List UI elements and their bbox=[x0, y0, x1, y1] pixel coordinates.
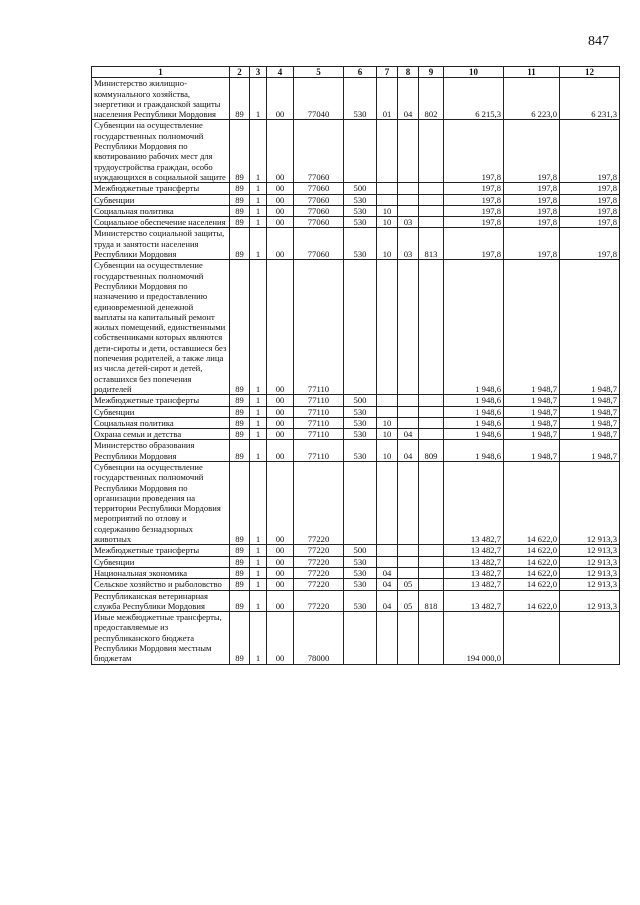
amount-cell: 1 948,7 bbox=[560, 429, 620, 440]
code-cell: 89 bbox=[230, 395, 250, 406]
expense-type-cell: 530 bbox=[344, 217, 377, 228]
target-code-cell: 77110 bbox=[294, 406, 344, 417]
department-cell bbox=[419, 205, 444, 216]
subsection-cell: 05 bbox=[398, 579, 419, 590]
department-cell: 809 bbox=[419, 440, 444, 462]
amount-cell: 14 622,0 bbox=[504, 556, 560, 567]
table-header bbox=[92, 67, 620, 78]
code-cell: 89 bbox=[230, 406, 250, 417]
expense-type-cell bbox=[344, 260, 377, 395]
code-cell: 89 bbox=[230, 183, 250, 194]
expense-type-cell: 530 bbox=[344, 579, 377, 590]
department-cell: 813 bbox=[419, 228, 444, 260]
amount-cell: 1 948,6 bbox=[444, 395, 504, 406]
department-cell bbox=[419, 194, 444, 205]
code-cell: 1 bbox=[250, 194, 267, 205]
code-cell: 00 bbox=[267, 429, 294, 440]
code-cell: 00 bbox=[267, 440, 294, 462]
expense-type-cell: 530 bbox=[344, 440, 377, 462]
code-cell: 1 bbox=[250, 461, 267, 544]
code-cell: 00 bbox=[267, 417, 294, 428]
expense-type-cell: 530 bbox=[344, 78, 377, 120]
amount-cell: 197,8 bbox=[444, 205, 504, 216]
amount-cell: 194 000,0 bbox=[444, 612, 504, 664]
section-cell bbox=[377, 406, 398, 417]
expense-type-cell bbox=[344, 612, 377, 664]
code-cell: 89 bbox=[230, 205, 250, 216]
amount-cell: 197,8 bbox=[444, 120, 504, 183]
expense-type-cell: 530 bbox=[344, 567, 377, 578]
column-header: 5 bbox=[294, 67, 344, 78]
amount-cell: 13 482,7 bbox=[444, 461, 504, 544]
table-row bbox=[92, 120, 620, 183]
code-cell: 00 bbox=[267, 612, 294, 664]
row-name-cell: Национальная экономика bbox=[92, 567, 230, 578]
target-code-cell: 77220 bbox=[294, 461, 344, 544]
table-body bbox=[92, 78, 620, 664]
amount-cell: 197,8 bbox=[504, 194, 560, 205]
section-cell: 10 bbox=[377, 440, 398, 462]
amount-cell: 1 948,7 bbox=[504, 406, 560, 417]
section-cell bbox=[377, 120, 398, 183]
column-header: 7 bbox=[377, 67, 398, 78]
row-name-cell: Министерство социальной защиты, труда и занятости населения Республики Мордовия bbox=[92, 228, 230, 260]
expense-type-cell: 530 bbox=[344, 228, 377, 260]
code-cell: 00 bbox=[267, 78, 294, 120]
code-cell: 89 bbox=[230, 545, 250, 556]
target-code-cell: 77220 bbox=[294, 590, 344, 612]
section-cell: 04 bbox=[377, 590, 398, 612]
section-cell bbox=[377, 395, 398, 406]
department-cell bbox=[419, 406, 444, 417]
row-name-cell: Субвенции bbox=[92, 194, 230, 205]
amount-cell: 197,8 bbox=[560, 205, 620, 216]
code-cell: 89 bbox=[230, 590, 250, 612]
code-cell: 89 bbox=[230, 579, 250, 590]
amount-cell: 1 948,7 bbox=[504, 429, 560, 440]
code-cell: 89 bbox=[230, 260, 250, 395]
subsection-cell bbox=[398, 395, 419, 406]
column-header: 4 bbox=[267, 67, 294, 78]
expense-type-cell bbox=[344, 120, 377, 183]
amount-cell: 12 913,3 bbox=[560, 579, 620, 590]
amount-cell: 197,8 bbox=[560, 217, 620, 228]
department-cell bbox=[419, 260, 444, 395]
row-name-cell: Социальное обеспечение населения bbox=[92, 217, 230, 228]
code-cell: 89 bbox=[230, 567, 250, 578]
column-header: 6 bbox=[344, 67, 377, 78]
amount-cell: 197,8 bbox=[444, 183, 504, 194]
subsection-cell bbox=[398, 205, 419, 216]
code-cell: 00 bbox=[267, 545, 294, 556]
amount-cell: 14 622,0 bbox=[504, 590, 560, 612]
code-cell: 89 bbox=[230, 556, 250, 567]
amount-cell: 197,8 bbox=[504, 217, 560, 228]
code-cell: 1 bbox=[250, 205, 267, 216]
table-row bbox=[92, 217, 620, 228]
section-cell: 10 bbox=[377, 417, 398, 428]
code-cell: 00 bbox=[267, 205, 294, 216]
amount-cell: 6 231,3 bbox=[560, 78, 620, 120]
expense-type-cell: 530 bbox=[344, 429, 377, 440]
section-cell: 10 bbox=[377, 205, 398, 216]
code-cell: 00 bbox=[267, 461, 294, 544]
target-code-cell: 77110 bbox=[294, 260, 344, 395]
column-header: 1 bbox=[92, 67, 230, 78]
target-code-cell: 77060 bbox=[294, 120, 344, 183]
code-cell: 89 bbox=[230, 440, 250, 462]
row-name-cell: Министерство образования Республики Мордовия bbox=[92, 440, 230, 462]
code-cell: 00 bbox=[267, 217, 294, 228]
table-row bbox=[92, 590, 620, 612]
table-row bbox=[92, 461, 620, 544]
code-cell: 00 bbox=[267, 260, 294, 395]
section-cell: 10 bbox=[377, 429, 398, 440]
amount-cell: 13 482,7 bbox=[444, 590, 504, 612]
amount-cell: 1 948,6 bbox=[444, 440, 504, 462]
row-name-cell: Социальная политика bbox=[92, 205, 230, 216]
code-cell: 00 bbox=[267, 228, 294, 260]
subsection-cell: 04 bbox=[398, 429, 419, 440]
subsection-cell: 03 bbox=[398, 228, 419, 260]
budget-table bbox=[91, 66, 620, 665]
subsection-cell bbox=[398, 120, 419, 183]
column-header: 10 bbox=[444, 67, 504, 78]
code-cell: 89 bbox=[230, 120, 250, 183]
table-row bbox=[92, 194, 620, 205]
table-row bbox=[92, 205, 620, 216]
code-cell: 00 bbox=[267, 590, 294, 612]
amount-cell: 1 948,7 bbox=[560, 417, 620, 428]
row-name-cell: Субвенции на осуществление государственных полномочий Республики Мордовия по организации проведения на территории Республики Мордовия мероприятий по отлову и содержанию безнадзорных животных bbox=[92, 461, 230, 544]
amount-cell: 12 913,3 bbox=[560, 590, 620, 612]
subsection-cell bbox=[398, 260, 419, 395]
code-cell: 00 bbox=[267, 395, 294, 406]
row-name-cell: Субвенции на осуществление государственных полномочий Республики Мордовия по назначению и предоставлению единовременной денежной выплаты на капитальный ремонт жилых помещений, единственными собственниками которых являются дети-сироты и дети, оставшиеся без попечения родителей, а также лица из числа детей-сирот и детей, оставшихся без попечения родителей bbox=[92, 260, 230, 395]
amount-cell: 197,8 bbox=[444, 228, 504, 260]
section-cell bbox=[377, 260, 398, 395]
amount-cell: 197,8 bbox=[504, 205, 560, 216]
header-row bbox=[92, 67, 620, 78]
subsection-cell bbox=[398, 461, 419, 544]
column-header: 9 bbox=[419, 67, 444, 78]
table-row bbox=[92, 567, 620, 578]
department-cell bbox=[419, 545, 444, 556]
expense-type-cell: 530 bbox=[344, 194, 377, 205]
table-row bbox=[92, 579, 620, 590]
column-header: 3 bbox=[250, 67, 267, 78]
table-row bbox=[92, 228, 620, 260]
amount-cell: 14 622,0 bbox=[504, 567, 560, 578]
code-cell: 1 bbox=[250, 260, 267, 395]
section-cell bbox=[377, 194, 398, 205]
expense-type-cell: 530 bbox=[344, 556, 377, 567]
code-cell: 89 bbox=[230, 429, 250, 440]
row-name-cell: Республиканская ветеринарная служба Республики Мордовия bbox=[92, 590, 230, 612]
row-name-cell: Межбюджетные трансферты bbox=[92, 183, 230, 194]
amount-cell bbox=[560, 612, 620, 664]
row-name-cell: Субвенции на осуществление государственных полномочий Республики Мордовия по квотированию рабочих мест для трудоустройства граждан, особо нуждающихся в социальной защите bbox=[92, 120, 230, 183]
code-cell: 89 bbox=[230, 217, 250, 228]
code-cell: 1 bbox=[250, 395, 267, 406]
amount-cell: 197,8 bbox=[504, 120, 560, 183]
department-cell bbox=[419, 395, 444, 406]
code-cell: 1 bbox=[250, 612, 267, 664]
target-code-cell: 77110 bbox=[294, 429, 344, 440]
row-name-cell: Социальная политика bbox=[92, 417, 230, 428]
code-cell: 1 bbox=[250, 590, 267, 612]
amount-cell: 1 948,7 bbox=[560, 406, 620, 417]
section-cell bbox=[377, 556, 398, 567]
department-cell bbox=[419, 567, 444, 578]
column-header: 8 bbox=[398, 67, 419, 78]
table-row bbox=[92, 545, 620, 556]
target-code-cell: 77220 bbox=[294, 567, 344, 578]
code-cell: 00 bbox=[267, 194, 294, 205]
target-code-cell: 78000 bbox=[294, 612, 344, 664]
table-row bbox=[92, 260, 620, 395]
row-name-cell: Межбюджетные трансферты bbox=[92, 545, 230, 556]
section-cell: 10 bbox=[377, 228, 398, 260]
subsection-cell bbox=[398, 545, 419, 556]
code-cell: 1 bbox=[250, 556, 267, 567]
expense-type-cell: 530 bbox=[344, 417, 377, 428]
department-cell: 818 bbox=[419, 590, 444, 612]
amount-cell: 197,8 bbox=[560, 183, 620, 194]
row-name-cell: Субвенции bbox=[92, 556, 230, 567]
amount-cell: 1 948,7 bbox=[560, 395, 620, 406]
subsection-cell bbox=[398, 417, 419, 428]
code-cell: 1 bbox=[250, 429, 267, 440]
code-cell: 1 bbox=[250, 579, 267, 590]
target-code-cell: 77220 bbox=[294, 545, 344, 556]
subsection-cell bbox=[398, 194, 419, 205]
column-header: 12 bbox=[560, 67, 620, 78]
code-cell: 1 bbox=[250, 417, 267, 428]
row-name-cell: Субвенции bbox=[92, 406, 230, 417]
section-cell: 04 bbox=[377, 579, 398, 590]
subsection-cell: 05 bbox=[398, 590, 419, 612]
department-cell bbox=[419, 417, 444, 428]
table-row bbox=[92, 78, 620, 120]
table-row bbox=[92, 440, 620, 462]
code-cell: 89 bbox=[230, 194, 250, 205]
amount-cell: 12 913,3 bbox=[560, 556, 620, 567]
department-cell: 802 bbox=[419, 78, 444, 120]
amount-cell: 1 948,7 bbox=[504, 440, 560, 462]
code-cell: 89 bbox=[230, 461, 250, 544]
expense-type-cell bbox=[344, 461, 377, 544]
row-name-cell: Министерство жилищно-коммунального хозяйства, энергетики и гражданской защиты населения Республики Мордовия bbox=[92, 78, 230, 120]
target-code-cell: 77220 bbox=[294, 579, 344, 590]
section-cell bbox=[377, 545, 398, 556]
code-cell: 00 bbox=[267, 567, 294, 578]
amount-cell: 1 948,7 bbox=[504, 395, 560, 406]
amount-cell: 12 913,3 bbox=[560, 545, 620, 556]
code-cell: 1 bbox=[250, 440, 267, 462]
amount-cell: 197,8 bbox=[444, 194, 504, 205]
amount-cell: 197,8 bbox=[560, 120, 620, 183]
amount-cell: 1 948,6 bbox=[444, 260, 504, 395]
row-name-cell: Охрана семьи и детства bbox=[92, 429, 230, 440]
code-cell: 89 bbox=[230, 78, 250, 120]
section-cell: 04 bbox=[377, 567, 398, 578]
subsection-cell: 04 bbox=[398, 440, 419, 462]
code-cell: 1 bbox=[250, 217, 267, 228]
target-code-cell: 77110 bbox=[294, 440, 344, 462]
subsection-cell bbox=[398, 612, 419, 664]
amount-cell: 197,8 bbox=[504, 228, 560, 260]
department-cell bbox=[419, 217, 444, 228]
column-header: 2 bbox=[230, 67, 250, 78]
amount-cell: 1 948,7 bbox=[560, 260, 620, 395]
code-cell: 1 bbox=[250, 120, 267, 183]
target-code-cell: 77220 bbox=[294, 556, 344, 567]
table-row bbox=[92, 183, 620, 194]
code-cell: 1 bbox=[250, 406, 267, 417]
row-name-cell: Сельское хозяйство и рыболовство bbox=[92, 579, 230, 590]
table-row bbox=[92, 556, 620, 567]
row-name-cell: Иные межбюджетные трансферты, предоставляемые из республиканского бюджета Республики Мордовия местным бюджетам bbox=[92, 612, 230, 664]
table-row bbox=[92, 429, 620, 440]
expense-type-cell: 530 bbox=[344, 205, 377, 216]
amount-cell bbox=[504, 612, 560, 664]
code-cell: 00 bbox=[267, 556, 294, 567]
code-cell: 00 bbox=[267, 579, 294, 590]
amount-cell: 1 948,6 bbox=[444, 417, 504, 428]
code-cell: 00 bbox=[267, 183, 294, 194]
amount-cell: 12 913,3 bbox=[560, 567, 620, 578]
amount-cell: 197,8 bbox=[560, 194, 620, 205]
subsection-cell bbox=[398, 556, 419, 567]
amount-cell: 13 482,7 bbox=[444, 579, 504, 590]
amount-cell: 14 622,0 bbox=[504, 579, 560, 590]
amount-cell: 1 948,6 bbox=[444, 429, 504, 440]
table-row bbox=[92, 612, 620, 664]
amount-cell: 197,8 bbox=[444, 217, 504, 228]
code-cell: 89 bbox=[230, 417, 250, 428]
department-cell bbox=[419, 556, 444, 567]
section-cell: 01 bbox=[377, 78, 398, 120]
department-cell bbox=[419, 579, 444, 590]
expense-type-cell: 530 bbox=[344, 406, 377, 417]
expense-type-cell: 500 bbox=[344, 545, 377, 556]
amount-cell: 13 482,7 bbox=[444, 556, 504, 567]
target-code-cell: 77110 bbox=[294, 395, 344, 406]
table-row bbox=[92, 417, 620, 428]
code-cell: 1 bbox=[250, 183, 267, 194]
amount-cell: 12 913,3 bbox=[560, 461, 620, 544]
amount-cell: 1 948,7 bbox=[504, 260, 560, 395]
amount-cell: 14 622,0 bbox=[504, 461, 560, 544]
amount-cell: 6 215,3 bbox=[444, 78, 504, 120]
section-cell bbox=[377, 612, 398, 664]
target-code-cell: 77060 bbox=[294, 217, 344, 228]
page-number: 847 bbox=[588, 34, 609, 49]
department-cell bbox=[419, 461, 444, 544]
section-cell bbox=[377, 461, 398, 544]
amount-cell: 6 223,0 bbox=[504, 78, 560, 120]
code-cell: 00 bbox=[267, 406, 294, 417]
code-cell: 00 bbox=[267, 120, 294, 183]
amount-cell: 197,8 bbox=[560, 228, 620, 260]
department-cell bbox=[419, 612, 444, 664]
subsection-cell bbox=[398, 567, 419, 578]
subsection-cell bbox=[398, 183, 419, 194]
amount-cell: 1 948,7 bbox=[504, 417, 560, 428]
code-cell: 1 bbox=[250, 78, 267, 120]
code-cell: 1 bbox=[250, 545, 267, 556]
expense-type-cell: 500 bbox=[344, 183, 377, 194]
amount-cell: 1 948,6 bbox=[444, 406, 504, 417]
code-cell: 89 bbox=[230, 228, 250, 260]
amount-cell: 197,8 bbox=[504, 183, 560, 194]
code-cell: 1 bbox=[250, 567, 267, 578]
target-code-cell: 77060 bbox=[294, 194, 344, 205]
table-row bbox=[92, 395, 620, 406]
amount-cell: 13 482,7 bbox=[444, 567, 504, 578]
target-code-cell: 77060 bbox=[294, 228, 344, 260]
department-cell bbox=[419, 429, 444, 440]
target-code-cell: 77060 bbox=[294, 205, 344, 216]
department-cell bbox=[419, 120, 444, 183]
target-code-cell: 77110 bbox=[294, 417, 344, 428]
expense-type-cell: 530 bbox=[344, 590, 377, 612]
code-cell: 1 bbox=[250, 228, 267, 260]
amount-cell: 1 948,7 bbox=[560, 440, 620, 462]
amount-cell: 14 622,0 bbox=[504, 545, 560, 556]
row-name-cell: Межбюджетные трансферты bbox=[92, 395, 230, 406]
target-code-cell: 77060 bbox=[294, 183, 344, 194]
subsection-cell: 04 bbox=[398, 78, 419, 120]
section-cell bbox=[377, 183, 398, 194]
expense-type-cell: 500 bbox=[344, 395, 377, 406]
subsection-cell: 03 bbox=[398, 217, 419, 228]
subsection-cell bbox=[398, 406, 419, 417]
section-cell: 10 bbox=[377, 217, 398, 228]
column-header: 11 bbox=[504, 67, 560, 78]
amount-cell: 13 482,7 bbox=[444, 545, 504, 556]
code-cell: 89 bbox=[230, 612, 250, 664]
target-code-cell: 77040 bbox=[294, 78, 344, 120]
department-cell bbox=[419, 183, 444, 194]
table-row bbox=[92, 406, 620, 417]
